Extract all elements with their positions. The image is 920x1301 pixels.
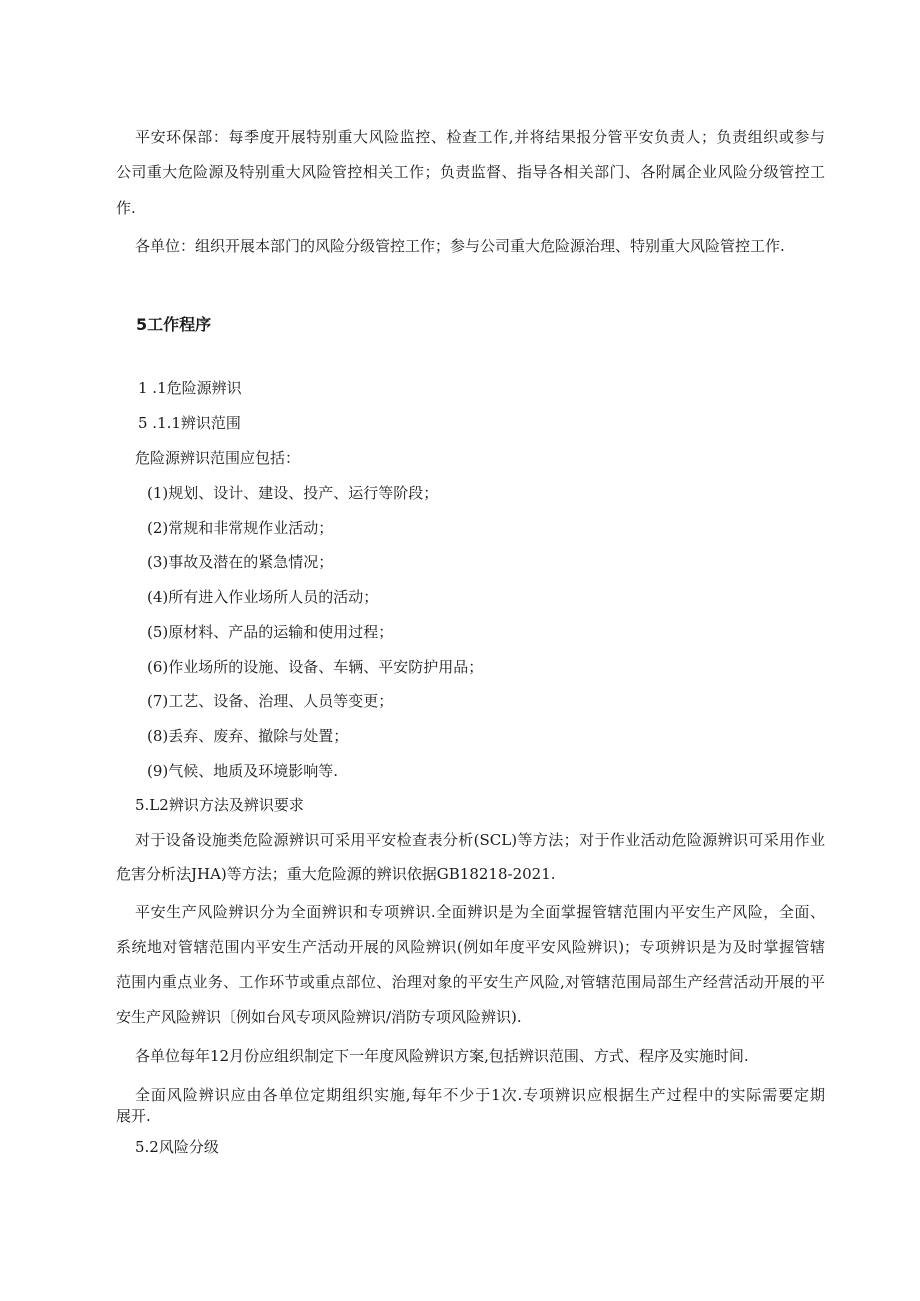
list-item: (8)丢弃、废弃、撤除与处置； — [147, 727, 349, 745]
subsection-5-1-2: 5.L2辨识方法及辨识要求 — [135, 796, 304, 814]
para-safety-dept-line2: 公司重大危险源及特别重大风险管控相关工作；负责监督、指导各相关部门、各附属企业风险分级管控工 — [116, 163, 825, 181]
subsection-5-2: 5.2风险分级 — [135, 1138, 219, 1156]
scope-intro: 危险源辨识范围应包括： — [135, 449, 301, 467]
para-types-line3: 范围内重点业务、工作环节或重点部位、治理对象的平安生产风险,对管辖范围局部生产经营活动开展的平 — [116, 973, 825, 991]
section-title: 5工作程序 — [136, 315, 212, 334]
list-item: (1)规划、设计、建设、投产、运行等阶段； — [147, 484, 439, 502]
subsection-5-1: 1 .1危险源辨识 — [138, 379, 242, 397]
para-full-line1: 全面风险辨识应由各单位定期组织实施,每年不少于1次.专项辨识应根据生产过程中的实际需要定期 — [135, 1086, 825, 1104]
para-types-line2: 系统地对管辖范围内平安生产活动开展的风险辨识(例如年度平安风险辨识)；专项辨识是为及时掌握管辖 — [116, 938, 825, 956]
list-item: (2)常规和非常规作业活动； — [147, 519, 334, 537]
para-full-line2: 展开. — [116, 1107, 151, 1125]
list-item: (9)气候、地质及环境影响等. — [147, 762, 339, 780]
para-safety-dept-line3: 作. — [116, 199, 136, 217]
list-item: (7)工艺、设备、治理、人员等变更； — [147, 692, 394, 710]
list-item: (5)原材料、产品的运输和使用过程； — [147, 623, 394, 641]
para-safety-dept-line1: 平安环保部：每季度开展特别重大风险监控、检查工作,并将结果报分管平安负责人；负责组织或参与 — [135, 128, 825, 146]
para-method-line1: 对于设备设施类危险源辨识可采用平安检查表分析(SCL)等方法；对于作业活动危险源辨识可采用作业 — [135, 831, 825, 849]
para-method-line2: 危害分析法JHA)等方法；重大危险源的辨识依据GB18218-2021. — [116, 865, 556, 883]
subsection-5-1-1: 5 .1.1辨识范围 — [138, 414, 241, 432]
para-units: 各单位：组织开展本部门的风险分级管控工作；参与公司重大危险源治理、特别重大风险管控工作. — [135, 237, 785, 255]
para-plan: 各单位每年12月份应组织制定下一年度风险辨识方案,包括辨识范围、方式、程序及实施时间. — [135, 1047, 749, 1065]
para-types-line4: 安生产风险辨识〔例如台风专项风险辨识/消防专项风险辨识). — [116, 1008, 522, 1026]
list-item: (4)所有进入作业场所人员的活动； — [147, 588, 379, 606]
list-item: (6)作业场所的设施、设备、车辆、平安防护用品； — [147, 658, 484, 676]
list-item: (3)事故及潜在的紧急情况； — [147, 553, 334, 571]
para-types-line1: 平安生产风险辨识分为全面辨识和专项辨识.全面辨识是为全面掌握管辖范围内平安生产风险，全面、 — [135, 903, 825, 921]
